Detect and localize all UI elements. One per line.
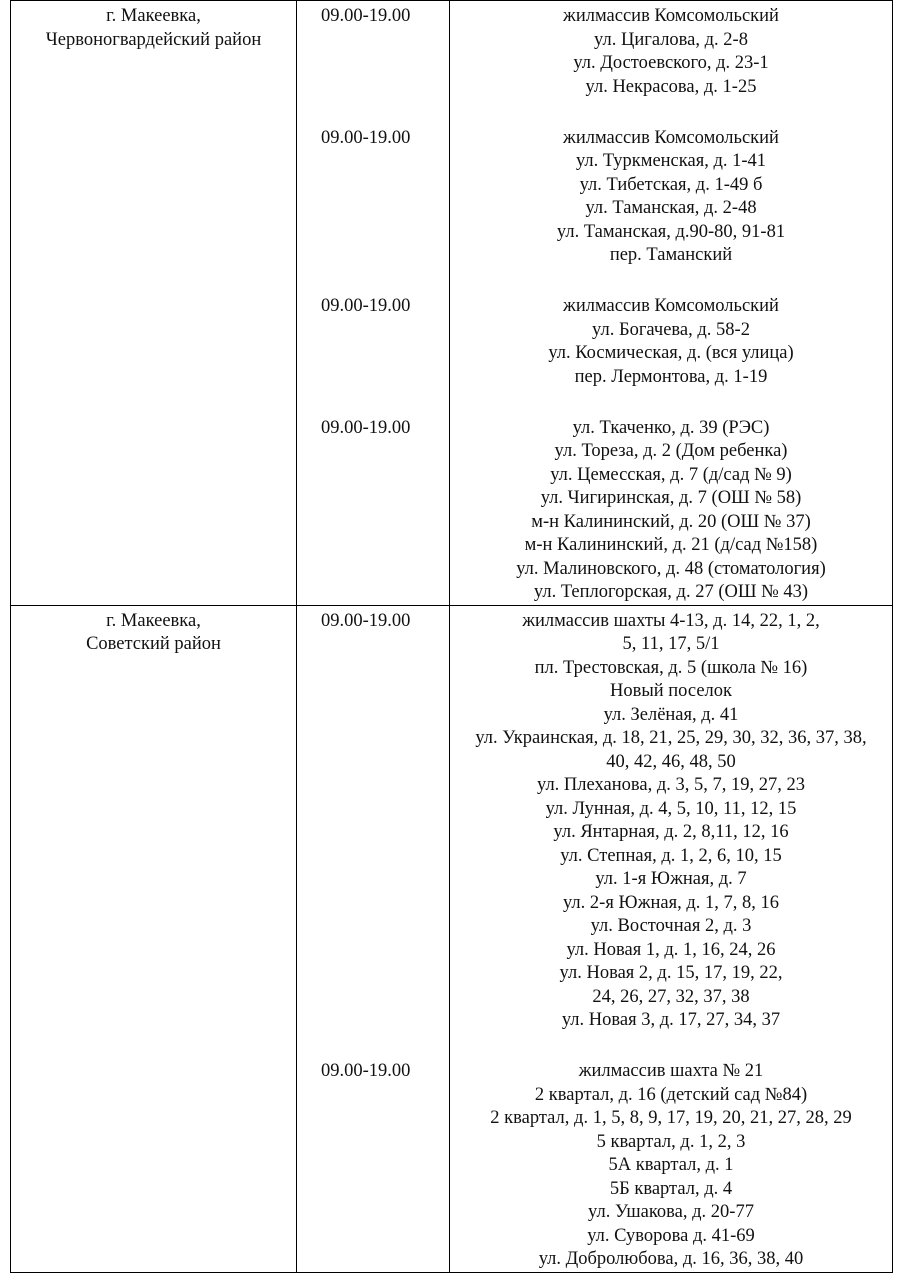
address-line: ул. 2-я Южная, д. 1, 7, 8, 16 — [562, 892, 780, 913]
address-line: ул. Тибетская, д. 1-49 б — [579, 174, 763, 195]
address-block — [450, 291, 892, 413]
address-line: жилмассив шахта № 21 — [578, 1061, 764, 1081]
address-line: 5, 11, 17, 5/1 — [622, 634, 720, 654]
address-line: ул. Лунная, д. 4, 5, 10, 11, 12, 15 — [545, 798, 797, 819]
address-line: ул. Новая 2, д. 15, 17, 19, 22, — [559, 963, 783, 983]
address-block — [450, 123, 892, 292]
table-row — [11, 605, 893, 1272]
district-label — [11, 606, 296, 657]
address-line: ул. Туркменская, д. 1-41 — [575, 151, 767, 171]
address-line: м-н Калининский, д. 21 (д/сад №158) — [524, 535, 818, 555]
district-name: Червоногвардейский район — [45, 29, 262, 50]
address-line: жилмассив шахты 4-13, д. 14, 22, 1, 2, — [522, 610, 820, 631]
city-name: г. Макеевка, — [106, 6, 201, 26]
address-line: ул. Ушакова, д. 20-77 — [588, 1202, 754, 1222]
address-block — [450, 413, 892, 605]
address-line: ул. Украинская, д. 18, 21, 25, 29, 30, 32, 36, 37, 38, — [475, 728, 867, 748]
address-line: ул. Новая 3, д. 17, 27, 34, 37 — [561, 1010, 781, 1030]
time-range: 09.00-19.00 — [321, 296, 411, 316]
address-line: пер. Лермонтова, д. 1-19 — [574, 366, 768, 387]
time-cell — [297, 605, 450, 1272]
outage-schedule-table — [10, 0, 893, 1273]
time-slot — [297, 1, 449, 123]
address-line: ул. Восточная 2, д. 3 — [590, 916, 752, 936]
address-line: ул. Богачева, д. 58-2 — [592, 319, 750, 340]
address-line: ул. Янтарная, д. 2, 8,11, 12, 16 — [553, 822, 789, 842]
time-cell — [297, 1, 450, 606]
address-block — [450, 1, 892, 123]
address-line: ул. Чигиринская, д. 7 (ОШ № 58) — [540, 488, 802, 508]
address-line: ул. Степная, д. 1, 2, 6, 10, 15 — [560, 845, 782, 866]
address-line: Новый поселок — [609, 681, 733, 701]
time-slot — [297, 606, 449, 1057]
district-label — [11, 1, 296, 52]
address-line: ул. Цемесская, д. 7 (д/сад № 9) — [550, 464, 792, 485]
address-cell — [450, 1, 893, 606]
address-line: ул. Теплогорская, д. 27 (ОШ № 43) — [533, 582, 809, 602]
time-slot — [297, 1056, 449, 1272]
address-line: ул. Суворова д. 41-69 — [587, 1225, 755, 1246]
address-line: ул. Цигалова, д. 2-8 — [594, 29, 748, 50]
address-line: ул. Достоевского, д. 23-1 — [573, 53, 769, 73]
address-cell — [450, 605, 893, 1272]
address-line: ул. Добролюбова, д. 16, 36, 38, 40 — [538, 1249, 804, 1269]
address-line: ул. 1-я Южная, д. 7 — [595, 869, 747, 889]
time-slot — [297, 413, 449, 605]
address-line: м-н Калининский, д. 20 (ОШ № 37) — [531, 511, 811, 532]
address-line: ул. Малиновского, д. 48 (стоматология) — [516, 558, 826, 579]
address-line: пл. Трестовская, д. 5 (школа № 16) — [534, 657, 808, 678]
address-line: ул. Таманская, д. 2-48 — [585, 198, 757, 218]
time-slot — [297, 123, 449, 292]
table-body — [11, 1, 893, 1273]
city-name: г. Макеевка, — [106, 610, 201, 631]
time-range: 09.00-19.00 — [321, 6, 411, 26]
address-block — [450, 606, 892, 1057]
address-line: 24, 26, 27, 32, 37, 38 — [592, 986, 750, 1007]
address-line: ул. Плеханова, д. 3, 5, 7, 19, 27, 23 — [537, 775, 805, 795]
address-line: 5 квартал, д. 1, 2, 3 — [596, 1131, 746, 1152]
address-line: 5Б квартал, д. 4 — [609, 1178, 733, 1199]
address-line: ул. Ткаченко, д. 39 (РЭС) — [572, 417, 770, 438]
time-range: 09.00-19.00 — [321, 610, 411, 631]
address-line: ул. Таманская, д.90-80, 91-81 — [556, 221, 786, 242]
district-name: Советский район — [86, 634, 221, 654]
address-line: пер. Таманский — [609, 245, 733, 265]
time-range: 09.00-19.00 — [321, 127, 411, 148]
address-line: 2 квартал, д. 16 (детский сад №84) — [534, 1084, 808, 1105]
address-block — [450, 1056, 892, 1272]
address-line: 40, 42, 46, 48, 50 — [606, 751, 736, 772]
address-line: 2 квартал, д. 1, 5, 8, 9, 17, 19, 20, 21, 27, 28, 29 — [490, 1108, 852, 1128]
address-line: ул. Тореза, д. 2 (Дом ребенка) — [554, 441, 788, 461]
address-line: ул. Зелёная, д. 41 — [603, 704, 739, 725]
address-line: ул. Космическая, д. (вся улица) — [548, 343, 794, 363]
time-slot — [297, 291, 449, 413]
address-line: жилмассив Комсомольский — [563, 296, 779, 316]
district-cell — [11, 1, 297, 606]
address-line: ул. Некрасова, д. 1-25 — [585, 76, 757, 97]
address-line: жилмассив Комсомольский — [563, 127, 779, 148]
address-line: 5А квартал, д. 1 — [608, 1155, 734, 1175]
address-line: ул. Новая 1, д. 1, 16, 24, 26 — [566, 939, 776, 960]
time-range: 09.00-19.00 — [321, 417, 411, 438]
table-row — [11, 1, 893, 606]
address-line: жилмассив Комсомольский — [563, 6, 779, 26]
district-cell — [11, 605, 297, 1272]
time-range: 09.00-19.00 — [321, 1061, 411, 1081]
